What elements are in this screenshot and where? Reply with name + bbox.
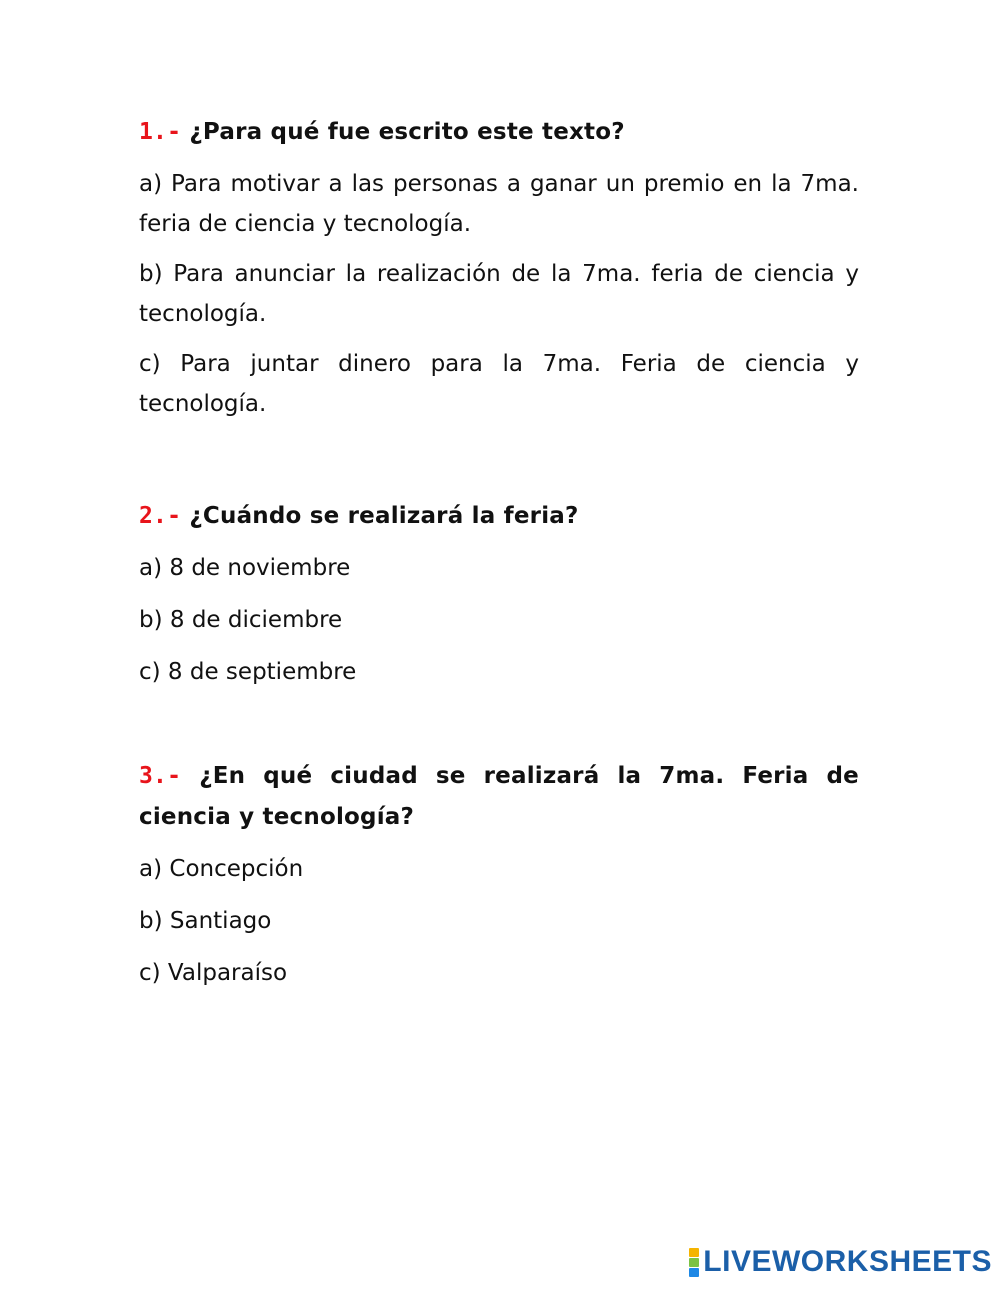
question-2-option-b[interactable]: b) 8 de diciembre	[139, 607, 343, 633]
liveworksheets-logo-icon	[689, 1248, 699, 1277]
brand-name: LIVEWORKSHEETS	[703, 1245, 992, 1278]
question-1-number: 1.-	[139, 119, 182, 145]
question-2-title	[139, 496, 859, 537]
question-1-option-a[interactable]: a) Para motivar a las personas a ganar un premio en la 7ma. feria de ciencia y tecnología.	[139, 171, 859, 237]
question-1	[139, 112, 859, 434]
question-2-option-a[interactable]: a) 8 de noviembre	[139, 555, 351, 581]
question-3-option-c[interactable]: c) Valparaíso	[139, 960, 288, 986]
question-1-text: ¿Para qué fue escrito este texto?	[189, 119, 625, 145]
question-3-option-b[interactable]: b) Santiago	[139, 908, 272, 934]
question-3	[139, 756, 859, 1005]
question-1-option-b[interactable]: b) Para anunciar la realización de la 7ma. feria de ciencia y tecnología.	[139, 261, 859, 327]
question-1-title	[139, 112, 859, 153]
question-2-number: 2.-	[139, 503, 182, 529]
question-2-text: ¿Cuándo se realizará la feria?	[189, 503, 579, 529]
liveworksheets-footer	[689, 1245, 992, 1279]
question-3-title	[139, 756, 859, 838]
question-3-text: ¿En qué ciudad se realizará la 7ma. Feria de ciencia y tecnología?	[139, 763, 859, 830]
question-2	[139, 496, 859, 704]
question-1-option-c[interactable]: c) Para juntar dinero para la 7ma. Feria de ciencia y tecnología.	[139, 351, 859, 417]
question-3-number: 3.-	[139, 763, 182, 789]
question-2-option-c[interactable]: c) 8 de septiembre	[139, 659, 357, 685]
question-3-option-a[interactable]: a) Concepción	[139, 856, 304, 882]
